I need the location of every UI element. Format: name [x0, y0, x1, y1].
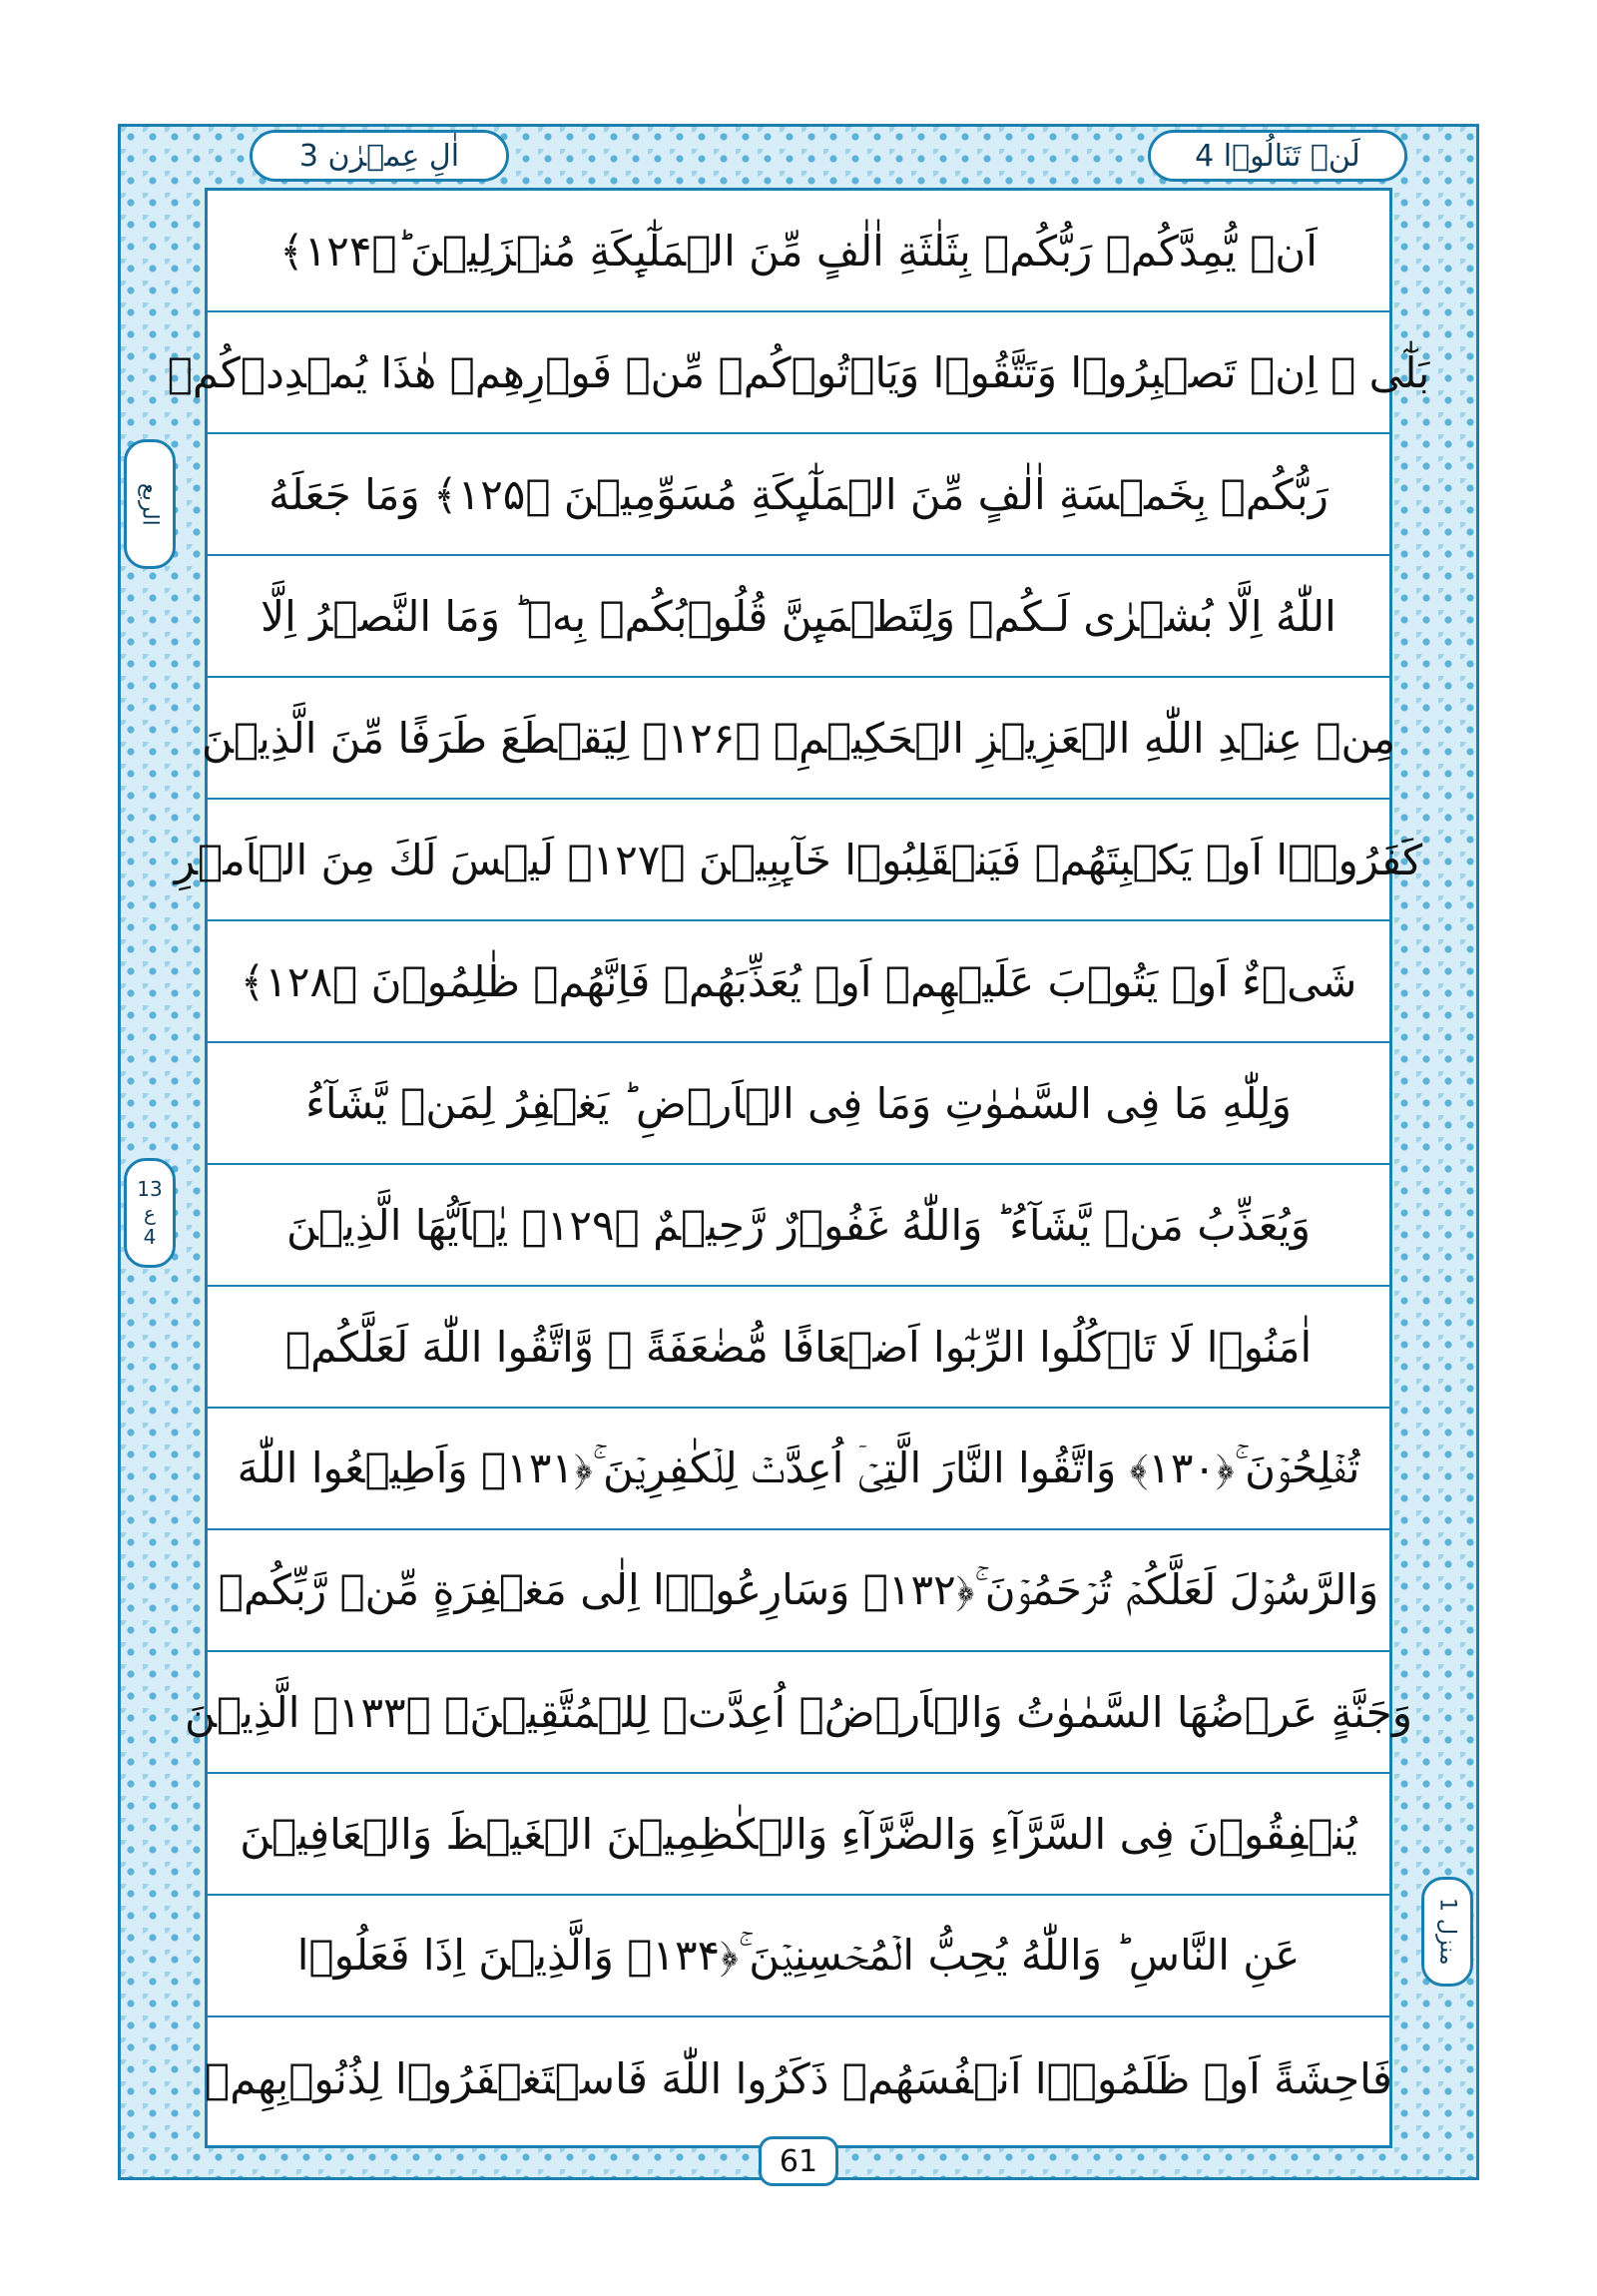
verse-line: وَالرَّسُوۡلَ لَعَلَّكُمۡ تُرۡحَمُوۡنَ ۚ﴿۱۳۲﴾ وَسَارِعُوۡۤا اِلٰى مَغۡفِرَةٍ مِّنۡ رَّبِّكُمۡ — [208, 1530, 1389, 1652]
verse-line: رَبُّكُمۡ بِخَمۡسَةِ اٰلٰفٍ مِّنَ الۡمَلٰٓٮِٕكَةِ مُسَوِّمِيۡنَ ﴿۱۲۵﴾ وَمَا جَعَلَهُ — [208, 434, 1389, 556]
ruku-number: 13 — [137, 1177, 163, 1201]
verse-line: اللّٰهُ اِلَّا بُشۡرٰى لَـكُمۡ وَلِتَطۡمَٮِٕنَّ قُلُوۡبُكُمۡ بِهٖ ​ؕ وَمَا النَّصۡرُ اِلَّا — [208, 556, 1389, 678]
verse-line: تُفۡلِحُوۡنَ ۚ﴿۱۳۰﴾ وَاتَّقُوا النَّارَ الَّتِىۡۤ اُعِدَّتۡ لِلۡكٰفِرِيۡنَ ۚ﴿۱۳۱﴾ وَاَطِيۡعُوا اللّٰهَ — [208, 1409, 1389, 1530]
verse-line: كَفَرُوۡۤا اَوۡ يَكۡبِتَهُمۡ فَيَنۡقَلِبُوۡا خَآٮِٕبِيۡنَ ﴿۱۲۷﴾ لَيۡسَ لَكَ مِنَ الۡاَمۡرِ — [208, 800, 1389, 921]
juz-title: لَنۡ تَنَالُوۡا 4 — [1148, 130, 1407, 182]
ruku-symbol: ع — [144, 1201, 156, 1225]
manzil-marker: منزل 1 — [1421, 1877, 1473, 1987]
verse-line: عَنِ النَّاسِ ؕ وَاللّٰهُ يُحِبُّ الۡمُحۡسِنِيۡنَ ۚ﴿۱۳۴﴾ وَالَّذِيۡنَ اِذَا فَعَلُوۡا — [208, 1896, 1389, 2017]
verse-line: وَلِلّٰهِ مَا فِى السَّمٰوٰتِ وَمَا فِى الۡاَرۡضِ ؕ يَغۡفِرُ لِمَنۡ يَّشَآءُ — [208, 1043, 1389, 1165]
verse-line: وَجَنَّةٍ عَرۡضُهَا السَّمٰوٰتُ وَالۡاَرۡضُۙ اُعِدَّتۡ لِلۡمُتَّقِيۡنَۙ ﴿۱۳۳﴾ الَّذِيۡنَ — [208, 1652, 1389, 1774]
verse-line: يُنۡفِقُوۡنَ فِى السَّرَّآءِ وَالضَّرَّآءِ وَالۡكٰظِمِيۡنَ الۡغَيۡظَ وَالۡعَافِيۡنَ — [208, 1774, 1389, 1896]
surah-title: اٰلِ عِمۡرٰن 3 — [250, 130, 509, 182]
verse-line: شَىۡءٌ اَوۡ يَتُوۡبَ عَلَيۡهِمۡ اَوۡ يُعَذِّبَهُمۡ فَاِنَّهُمۡ ظٰلِمُوۡنَ ﴿۱۲۸﴾ — [208, 921, 1389, 1043]
verse-line: بَلٰٓى ۙ اِنۡ تَصۡبِرُوۡا وَتَتَّقُوۡا وَيَاۡتُوۡكُمۡ مِّنۡ فَوۡرِهِمۡ هٰذَا يُمۡدِدۡكُمۡ — [208, 312, 1389, 434]
verse-line: مِنۡ عِنۡدِ اللّٰهِ الۡعَزِيۡزِ الۡحَكِيۡمِۙ ﴿۱۲۶﴾ لِيَقۡطَعَ طَرَفًا مِّنَ الَّذِيۡنَ — [208, 678, 1389, 800]
verse-line: فَاحِشَةً اَوۡ ظَلَمُوۡۤا اَنۡفُسَهُمۡ ذَكَرُوا اللّٰهَ فَاسۡتَغۡفَرُوۡا لِذُنُوۡبِهِمۡ — [205, 2053, 1392, 2103]
ruku-marker — [124, 1158, 176, 1268]
ruku-count: 4 — [143, 1225, 157, 1249]
rub-marker: الربع — [124, 439, 176, 569]
verse-lines — [167, 191, 1430, 2139]
verse-line: وَيُعَذِّبُ مَنۡ يَّشَآءُ ؕ وَاللّٰهُ غَفُوۡرٌ رَّحِيۡمٌ ﴿۱۲۹﴾ يٰۤاَيُّهَا الَّذِيۡنَ — [208, 1165, 1389, 1287]
verse-line: اَنۡ يُّمِدَّكُمۡ رَبُّكُمۡ بِثَلٰثَةِ اٰلٰفٍ مِّنَ الۡمَلٰٓٮِٕكَةِ مُنۡزَلِيۡنَ ؕ﴿۱۲۴﴾ — [208, 191, 1389, 312]
verse-line: اٰمَنُوۡا لَا تَاۡكُلُوا الرِّبٰٓوا اَضۡعَافًا مُّضٰعَفَةً ​ۖ وَّاتَّقُوا اللّٰهَ لَعَلَّكُمۡ — [208, 1287, 1389, 1409]
page-number: 61 — [759, 2136, 838, 2186]
